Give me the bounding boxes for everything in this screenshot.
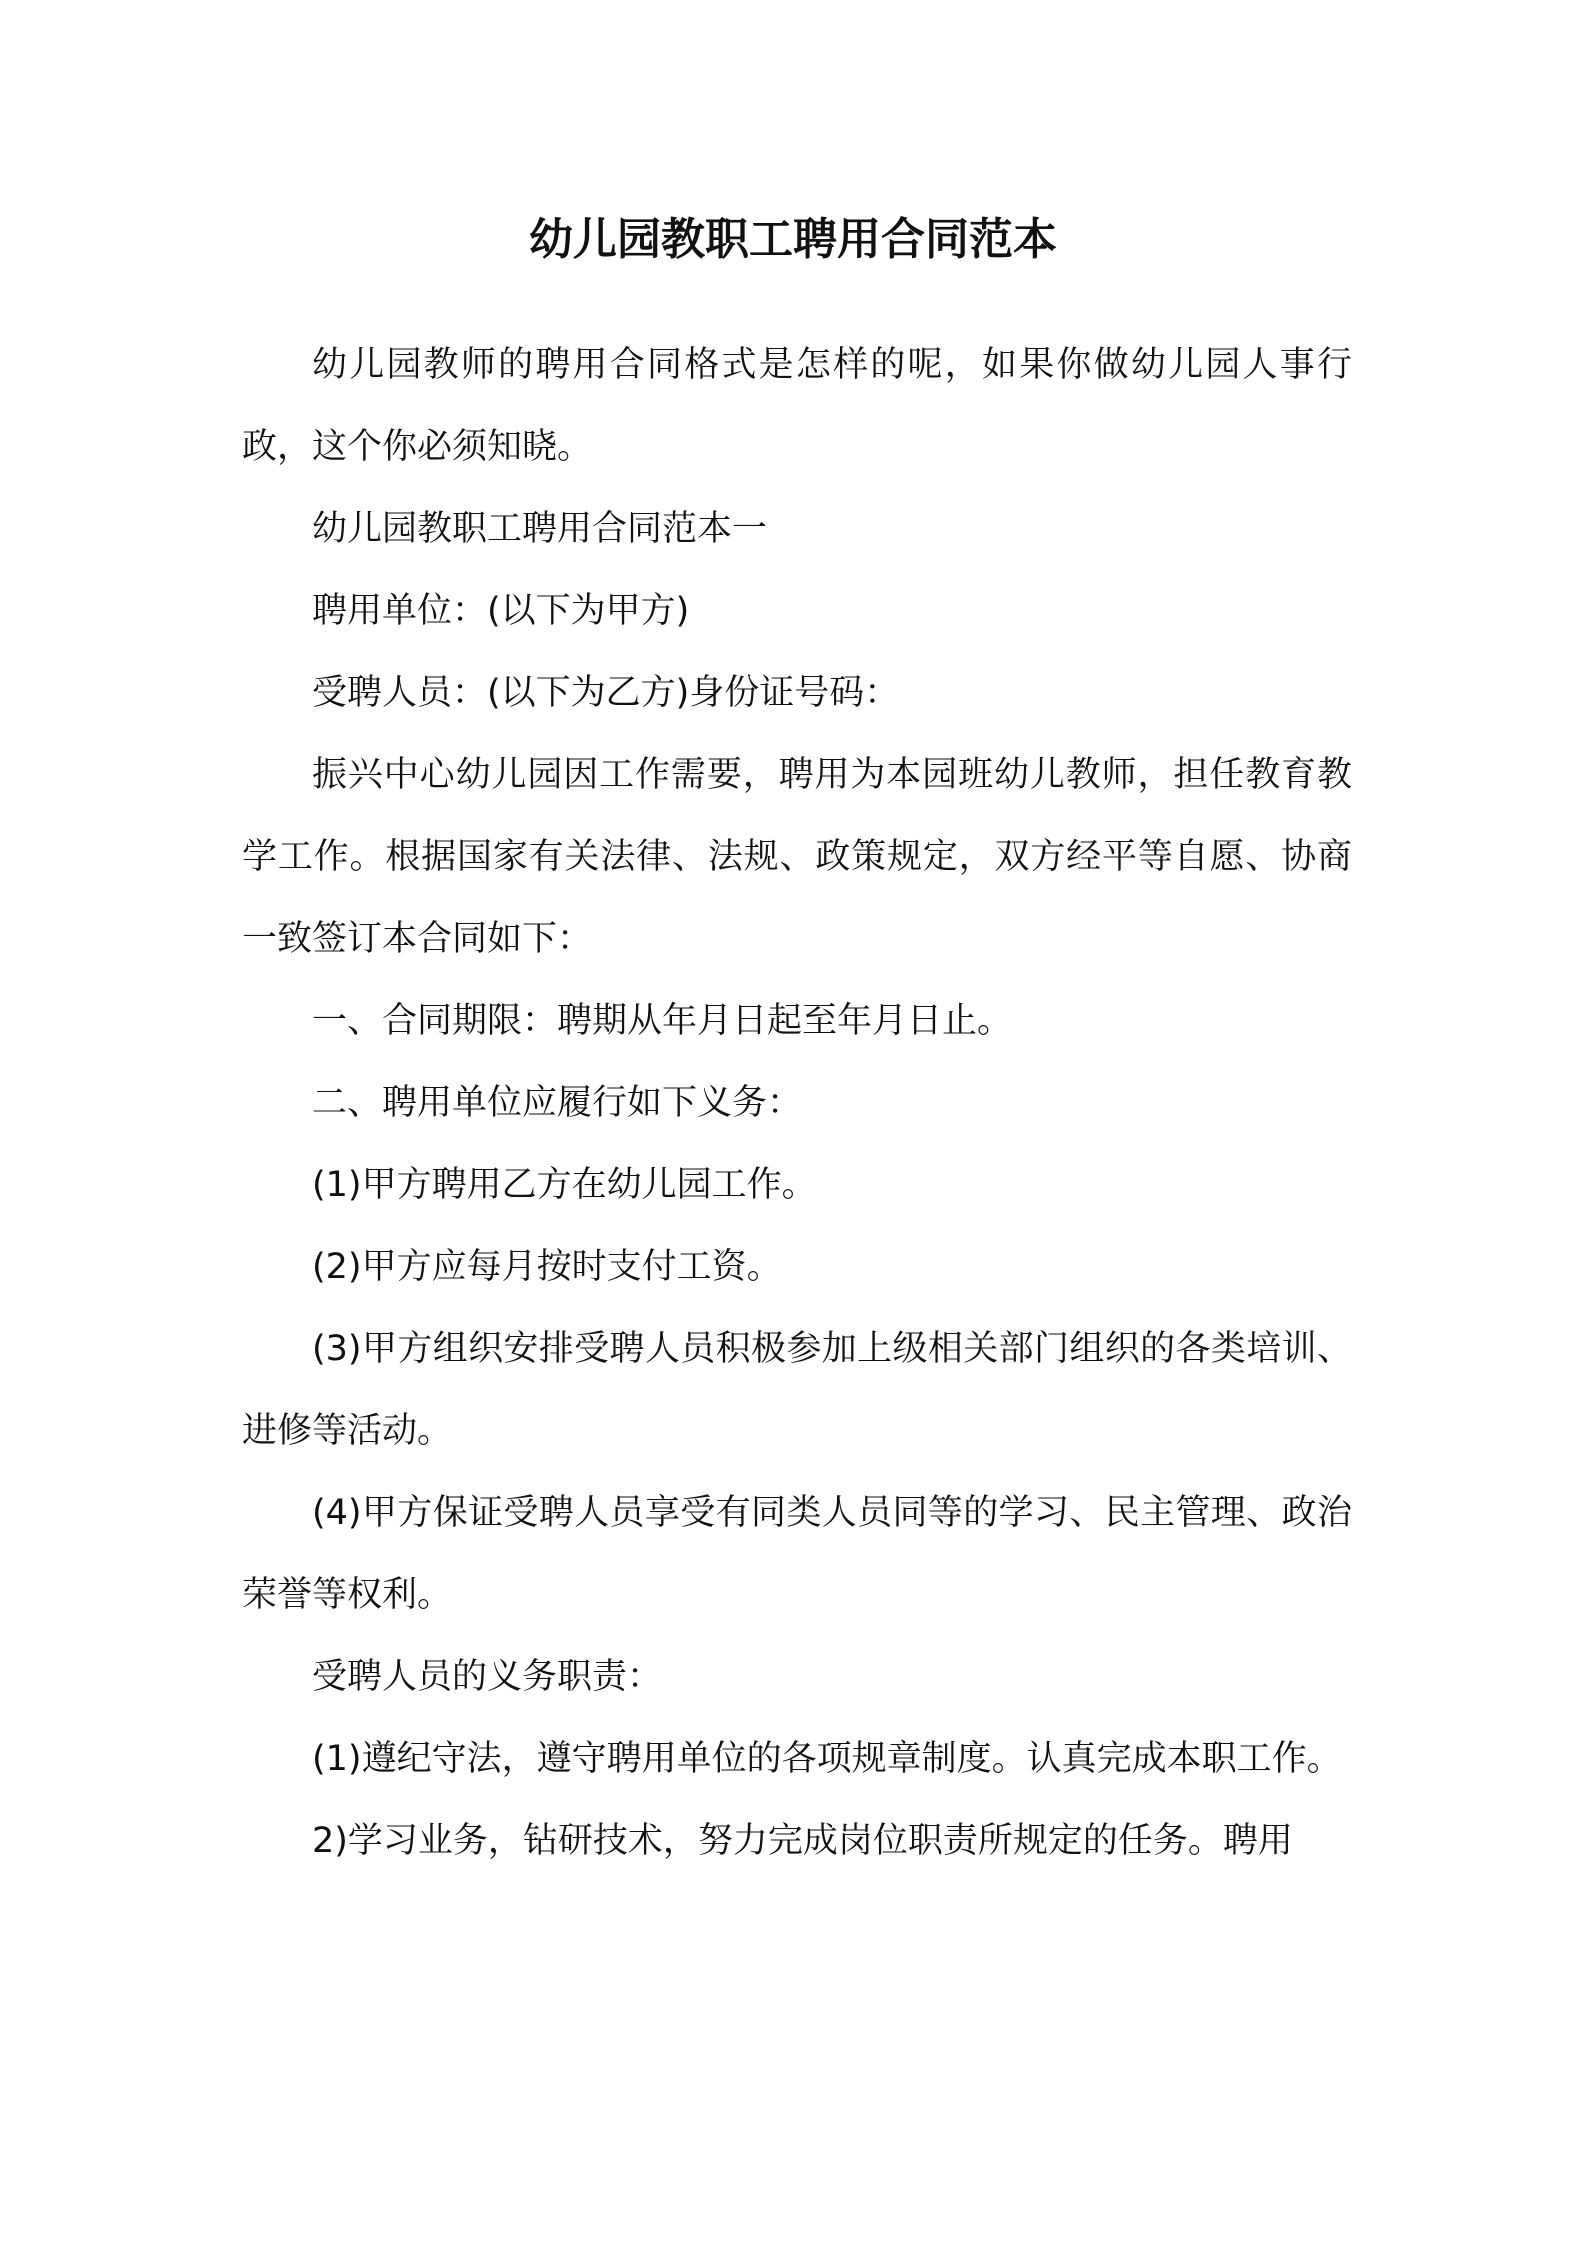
paragraph-intro: 幼儿园教师的聘用合同格式是怎样的呢，如果你做幼儿园人事行政，这个你必须知晓。 (242, 345, 1352, 467)
paragraph-section-heading: 幼儿园教职工聘用合同范本一 (312, 509, 768, 549)
paragraph-employee-duty-1: (1)遵纪守法，遵守聘用单位的各项规章制度。认真完成本职工作。 (312, 1739, 1342, 1779)
paragraph-clause-term: 一、合同期限：聘期从年月日起至年月日止。 (312, 1001, 1013, 1041)
paragraph-employee: 受聘人员：(以下为乙方)身份证号码： (312, 673, 900, 713)
document-body (242, 324, 1352, 1882)
document-title: 幼儿园教职工聘用合同范本 (529, 214, 1057, 265)
paragraph-preamble: 振兴中心幼儿园因工作需要，聘用为本园班幼儿教师，担任教育教学工作。根据国家有关法律、法规、政策规定，双方经平等自愿、协商一致签订本合同如下： (242, 755, 1352, 959)
paragraph-employer: 聘用单位：(以下为甲方) (312, 591, 690, 631)
paragraph-employee-duty-2: 2)学习业务，钻研技术，努力完成岗位职责所规定的任务。聘用 (312, 1821, 1293, 1861)
paragraph-employer-duty-1: (1)甲方聘用乙方在幼儿园工作。 (312, 1165, 817, 1205)
paragraph-employee-duties-heading: 受聘人员的义务职责： (312, 1657, 663, 1697)
paragraph-clause-employer-duties: 二、聘用单位应履行如下义务： (312, 1083, 803, 1123)
paragraph-employer-duty-4: (4)甲方保证受聘人员享受有同类人员同等的学习、民主管理、政治荣誉等权利。 (242, 1493, 1352, 1615)
paragraph-employer-duty-2: (2)甲方应每月按时支付工资。 (312, 1247, 782, 1287)
paragraph-employer-duty-3: (3)甲方组织安排受聘人员积极参加上级相关部门组织的各类培训、进修等活动。 (242, 1329, 1352, 1451)
